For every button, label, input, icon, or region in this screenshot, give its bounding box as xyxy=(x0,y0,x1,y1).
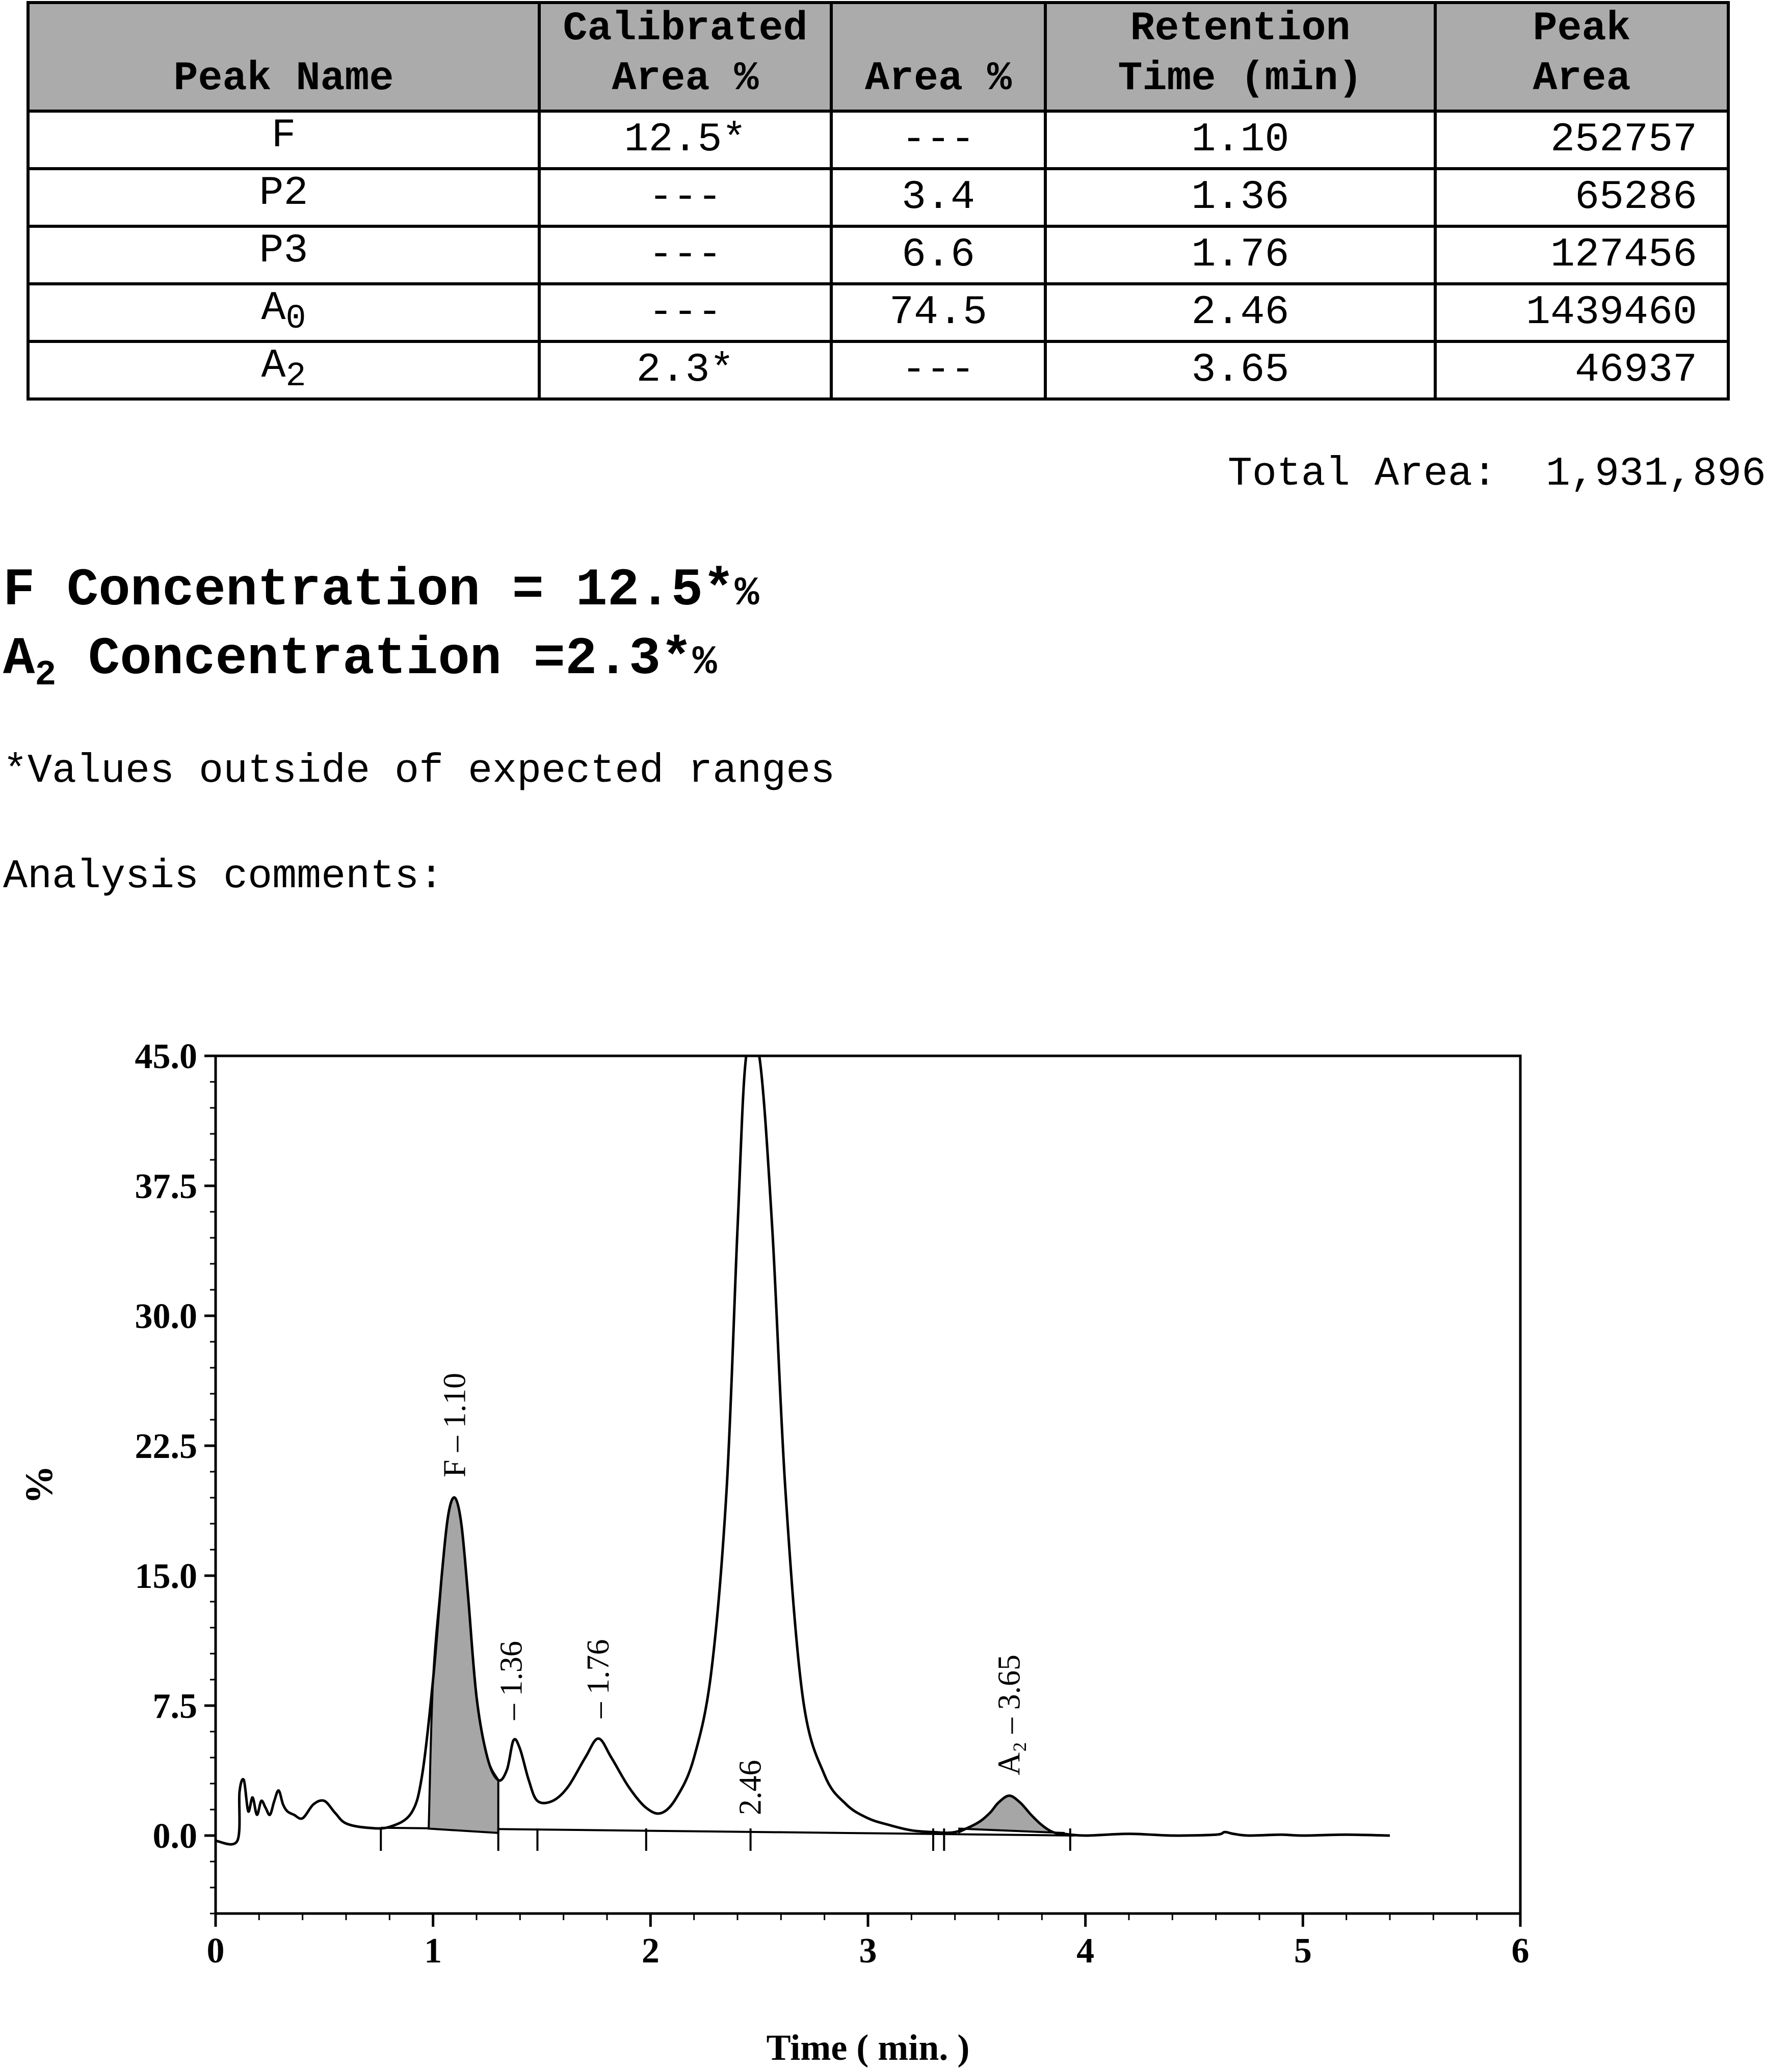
x-tick-label: 5 xyxy=(1294,1931,1312,1971)
cell-peak-area: 46937 xyxy=(1435,341,1728,399)
results-table xyxy=(27,1,1730,401)
cell-peak-area: 127456 xyxy=(1435,226,1728,284)
cell-area-pct: --- xyxy=(831,111,1045,169)
y-tick-label: 22.5 xyxy=(135,1427,197,1466)
x-tick-label: 2 xyxy=(641,1931,660,1971)
cell-retention-time: 2.46 xyxy=(1045,284,1435,341)
header-peak-area: Peak Area xyxy=(1435,3,1728,111)
cell-peak-name: F xyxy=(28,111,539,169)
y-tick-label: 15.0 xyxy=(135,1557,197,1596)
y-axis-label: % xyxy=(18,1465,61,1504)
chromatogram-chart xyxy=(0,994,1766,2072)
cell-calibrated-area: --- xyxy=(539,284,831,341)
cell-peak-name: P2 xyxy=(28,169,539,226)
a2-concentration: $A_2$ Concentration =2.3*% xyxy=(3,629,717,696)
a2-concentration-value: 2.3* xyxy=(565,629,693,689)
x-tick-label: 3 xyxy=(859,1931,877,1971)
cell-peak-area: 65286 xyxy=(1435,169,1728,226)
cell-calibrated-area: --- xyxy=(539,169,831,226)
peak-label: A₂ – 3.65 xyxy=(992,1654,1027,1775)
cell-area-pct: 6.6 xyxy=(831,226,1045,284)
header-peak-name: Peak Name xyxy=(28,3,539,111)
y-tick-label: 0.0 xyxy=(152,1817,197,1856)
y-tick-label: 45.0 xyxy=(135,1037,197,1076)
analysis-comments-label: Analysis comments: xyxy=(3,854,444,900)
peak-label: F – 1.10 xyxy=(437,1373,472,1477)
cell-peak-name: $A_2$ xyxy=(28,341,539,399)
table-row xyxy=(28,111,1728,169)
x-tick-label: 6 xyxy=(1511,1931,1530,1971)
x-tick-label: 4 xyxy=(1076,1931,1095,1971)
cell-area-pct: 74.5 xyxy=(831,284,1045,341)
peak-label: – 1.36 xyxy=(494,1641,529,1720)
cell-peak-area: 252757 xyxy=(1435,111,1728,169)
cell-area-pct: --- xyxy=(831,341,1045,399)
cell-area-pct: 3.4 xyxy=(831,169,1045,226)
header-retention-time: Retention Time (min) xyxy=(1045,3,1435,111)
cell-calibrated-area: --- xyxy=(539,226,831,284)
peak-label: 2.46 xyxy=(733,1760,768,1815)
table-row xyxy=(28,284,1728,341)
cell-retention-time: 3.65 xyxy=(1045,341,1435,399)
y-tick-label: 37.5 xyxy=(135,1167,197,1206)
f-concentration-value: 12.5* xyxy=(575,561,735,621)
total-area-label: Total Area: xyxy=(1227,451,1497,497)
cell-retention-time: 1.36 xyxy=(1045,169,1435,226)
f-concentration: F Concentration = 12.5*% xyxy=(3,561,759,621)
total-area xyxy=(1228,451,1766,497)
table-row xyxy=(28,169,1728,226)
plot-frame xyxy=(216,1056,1520,1914)
cell-retention-time: 1.10 xyxy=(1045,111,1435,169)
x-axis-label: Time ( min. ) xyxy=(766,2027,970,2068)
total-area-value: 1,931,896 xyxy=(1545,451,1766,497)
cell-peak-name: $A_0$ xyxy=(28,284,539,341)
cell-peak-area: 1439460 xyxy=(1435,284,1728,341)
table-row xyxy=(28,341,1728,399)
peak-label: – 1.76 xyxy=(581,1639,616,1718)
header-calibrated-area: Calibrated Area % xyxy=(539,3,831,111)
cell-retention-time: 1.76 xyxy=(1045,226,1435,284)
table-row xyxy=(28,226,1728,284)
footnote: *Values outside of expected ranges xyxy=(3,748,835,794)
cell-peak-name: P3 xyxy=(28,226,539,284)
table-header-row xyxy=(28,3,1728,111)
header-area-pct: Area % xyxy=(831,3,1045,111)
x-tick-label: 0 xyxy=(206,1931,225,1971)
y-tick-label: 7.5 xyxy=(152,1687,197,1726)
cell-calibrated-area: 12.5* xyxy=(539,111,831,169)
y-tick-label: 30.0 xyxy=(135,1297,197,1336)
chromatogram-trace xyxy=(216,1034,1390,1844)
x-tick-label: 1 xyxy=(424,1931,442,1971)
cell-calibrated-area: 2.3* xyxy=(539,341,831,399)
